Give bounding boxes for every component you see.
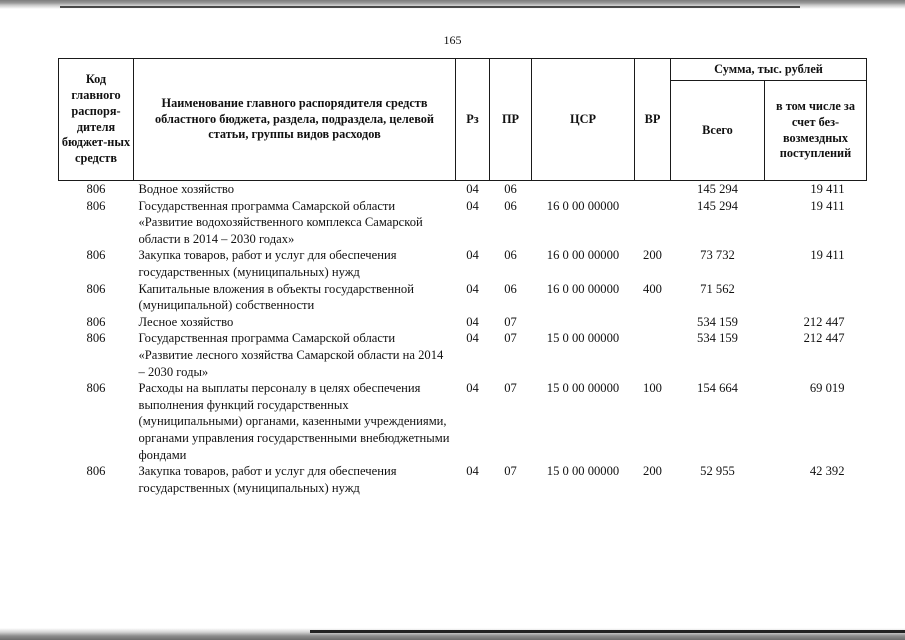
header-extra: в том числе за счет без-возмездных поступлений — [765, 81, 867, 181]
cell-name: Капитальные вложения в объекты государственной (муниципальной) собственности — [138, 281, 414, 313]
cell-code: 806 — [86, 381, 106, 396]
header-total: Всего — [671, 81, 765, 181]
cell-extra: 69 019 — [809, 381, 845, 396]
cell-total: 145 294 — [697, 182, 738, 196]
cell-rz: 04 — [466, 464, 479, 479]
cell-extra: 42 392 — [809, 464, 845, 479]
table-header — [59, 59, 867, 181]
table-body — [59, 181, 867, 497]
cell-code: 806 — [86, 198, 106, 213]
cell-csr: 16 0 00 00000 — [546, 281, 620, 296]
cell-rz: 04 — [466, 314, 479, 329]
cell-csr: 16 0 00 00000 — [546, 198, 620, 213]
cell-pr: 06 — [504, 198, 517, 213]
table-row — [59, 181, 867, 198]
table-row — [59, 314, 867, 331]
header-csr: ЦСР — [532, 59, 635, 181]
cell-name: Закупка товаров, работ и услуг для обеспечения государственных (муниципальных) нужд — [138, 464, 397, 495]
cell-name: Расходы на выплаты персоналу в целях обеспечения выполнения функций государственных (муниципальными) органами, казенными учреждениями, органами управления государственными внебюджетными фондами — [138, 381, 450, 462]
scan-top-rule — [60, 6, 800, 8]
cell-vr: 100 — [643, 381, 662, 396]
cell-total: 52 955 — [700, 464, 735, 479]
table-row — [59, 198, 867, 248]
header-vr: ВР — [635, 59, 671, 181]
cell-extra: 19 411 — [810, 198, 845, 213]
table-row — [59, 330, 867, 380]
cell-code: 806 — [86, 464, 106, 479]
cell-vr: 400 — [643, 281, 662, 296]
cell-vr — [635, 181, 671, 198]
page-number: 165 — [443, 33, 462, 47]
cell-vr: 200 — [643, 248, 662, 263]
cell-vr — [635, 314, 671, 331]
cell-vr — [635, 198, 671, 248]
cell-pr: 06 — [504, 248, 517, 263]
cell-extra: 212 447 — [803, 331, 845, 346]
cell-vr: 200 — [643, 464, 662, 479]
cell-csr: 15 0 00 00000 — [546, 464, 620, 479]
header-pr: ПР — [490, 59, 532, 181]
cell-total: 534 159 — [697, 314, 738, 329]
table-row — [59, 463, 867, 496]
table-row — [59, 281, 867, 314]
cell-extra — [765, 281, 867, 314]
cell-name: Водное хозяйство — [138, 182, 235, 196]
cell-vr — [635, 330, 671, 380]
cell-code: 806 — [86, 281, 106, 296]
cell-name: Государственная программа Самарской области «Развитие лесного хозяйства Самарской области на 2014 – 2030 годы» — [138, 331, 444, 379]
cell-csr: 16 0 00 00000 — [546, 248, 620, 263]
cell-code: 806 — [86, 331, 106, 346]
cell-pr: 07 — [504, 331, 517, 346]
cell-code: 806 — [86, 314, 106, 329]
table-row — [59, 247, 867, 280]
cell-total: 73 732 — [700, 248, 735, 263]
cell-total: 534 159 — [697, 331, 738, 346]
cell-extra: 212 447 — [803, 314, 845, 329]
cell-total: 154 664 — [697, 381, 738, 396]
cell-pr: 06 — [504, 281, 517, 296]
cell-rz: 04 — [466, 381, 479, 396]
cell-csr — [532, 314, 635, 331]
cell-code: 806 — [86, 248, 106, 263]
header-code: Код главного распоря-дителя бюджет-ных средств — [59, 59, 134, 181]
cell-extra: 19 411 — [810, 182, 845, 196]
header-name: Наименование главного распорядителя средств областного бюджета, раздела, подраздела, целевой статьи, группы видов расходов — [134, 59, 456, 181]
header-sum-group: Сумма, тыс. рублей — [671, 59, 867, 81]
cell-name: Государственная программа Самарской области «Развитие водохозяйственного комплекса Самарской области в 2014 – 2030 годах» — [138, 198, 423, 246]
cell-rz: 04 — [466, 281, 479, 296]
cell-rz: 04 — [466, 198, 479, 213]
cell-extra: 19 411 — [810, 248, 845, 263]
cell-csr — [532, 181, 635, 198]
header-rz: Рз — [456, 59, 490, 181]
budget-table — [58, 58, 867, 496]
cell-rz: 04 — [466, 248, 479, 263]
cell-total: 71 562 — [700, 281, 735, 296]
scan-bottom-rule — [310, 630, 905, 633]
cell-pr: 07 — [504, 464, 517, 479]
cell-code: 806 — [86, 182, 106, 196]
cell-pr: 06 — [504, 182, 517, 196]
cell-rz: 04 — [466, 182, 479, 196]
cell-total: 145 294 — [697, 198, 738, 213]
cell-name: Закупка товаров, работ и услуг для обеспечения государственных (муниципальных) нужд — [138, 248, 397, 279]
cell-csr: 15 0 00 00000 — [546, 331, 620, 346]
cell-rz: 04 — [466, 331, 479, 346]
cell-pr: 07 — [504, 381, 517, 396]
cell-name: Лесное хозяйство — [138, 314, 234, 329]
cell-pr: 07 — [504, 314, 517, 329]
cell-csr: 15 0 00 00000 — [546, 381, 620, 396]
table-row — [59, 380, 867, 463]
